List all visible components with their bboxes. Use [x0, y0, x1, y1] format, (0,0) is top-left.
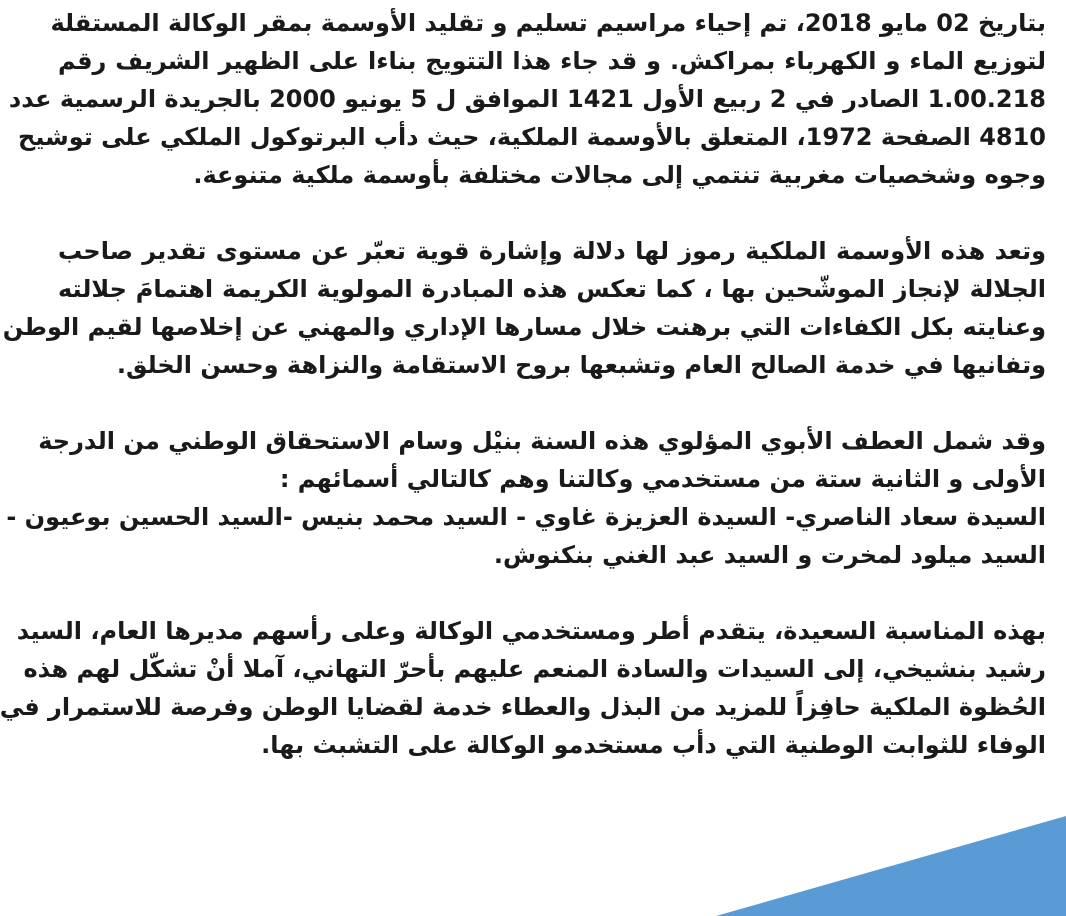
corner-decoration [716, 816, 1066, 916]
text-line: السيدة سعاد الناصري- السيدة العزيزة غاوي - السيد محمد بنيس -السيد الحسين بوعيون - [6, 503, 1046, 531]
text-line: وجوه وشخصيات مغربية تنتمي إلى مجالات مختلفة بأوسمة ملكية متنوعة. [193, 161, 1046, 189]
text-line: بتاريخ 02 مايو 2018، تم إحياء مراسيم تسليم و تقليد الأوسمة بمقر الوكالة المستقلة [50, 9, 1046, 37]
paragraph-medals-meaning [2, 232, 1046, 384]
text-line: رشيد بنشيخي، إلى السيدات والسادة المنعم عليهم بأحرّ التهاني، آملا أنْ تشكّل لهم هذه [23, 655, 1046, 683]
text-line: وعنايته بكل الكفاءات التي برهنت خلال مسارها الإداري والمهني عن إخلاصها لقيم الوطن [2, 313, 1046, 341]
corner-triangle [716, 816, 1066, 916]
text-line: وقد شمل العطف الأبوي المؤلوي هذه السنة بنيْل وسام الاستحقاق الوطني من الدرجة [38, 427, 1046, 455]
article-body [0, 4, 1046, 802]
text-line: السيد ميلود لمخرت و السيد عبد الغني بنكنوش. [493, 541, 1046, 569]
text-line: وتفانيها في خدمة الصالح العام وتشبعها بروح الاستقامة والنزاهة وحسن الخلق. [116, 351, 1046, 379]
text-line: بهذه المناسبة السعيدة، يتقدم أطر ومستخدمي الوكالة وعلى رأسهم مديرها العام، السيد [16, 617, 1046, 645]
text-line: 4810 الصفحة 1972، المتعلق بالأوسمة الملكية، حيث دأب البرتوكول الملكي على توشيح [18, 123, 1046, 151]
text-line: 1.00.218 الصادر في 2 ربيع الأول 1421 الموافق ل 5 يونيو 2000 بالجريدة الرسمية عدد [8, 85, 1046, 113]
text-line: الوفاء للثوابت الوطنية التي دأب مستخدمو الوكالة على التشبث بها. [261, 731, 1046, 759]
paragraph-recipients [6, 422, 1046, 574]
text-line: وتعد هذه الأوسمة الملكية رموز لها دلالة وإشارة قوية تعبّر عن مستوى تقدير صاحب [58, 237, 1046, 265]
paragraph-medals-ceremony [8, 4, 1046, 194]
text-line: الجلالة لإنجاز الموشّحين بها ، كما تعكس هذه المبادرة المولوية الكريمة اهتمامَ جلالته [58, 275, 1046, 303]
paragraph-congratulations [0, 612, 1046, 764]
text-line: الأولى و الثانية ستة من مستخدمي وكالتنا وهم كالتالي أسمائهم : [279, 465, 1046, 493]
text-line: لتوزيع الماء و الكهرباء بمراكش. و قد جاء هذا التتويج بناءا على الظهير الشريف رقم [58, 47, 1046, 75]
text-line: الحُظوة الملكية حافِزاً للمزيد من البذل والعطاء خدمة لقضايا الوطن وفرصة للاستمرار في [0, 693, 1046, 721]
